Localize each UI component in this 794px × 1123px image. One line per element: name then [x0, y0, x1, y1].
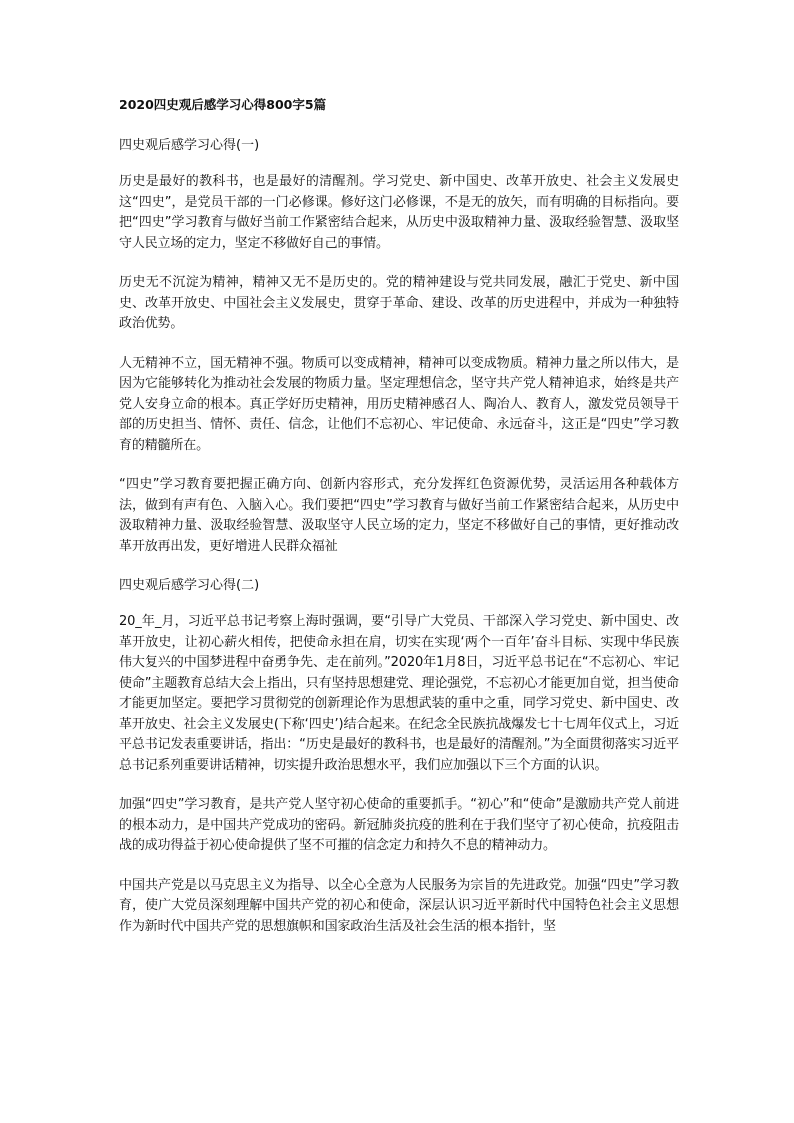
paragraph: 20_年_月，习近平总书记考察上海时强调，要“引导广大党员、干部深入学习党史、新中国史、改革开放史，让初心薪火相传，把使命永担在肩，切实在实现‘两个一百年’奋斗目标、实现中华民族伟大复兴的中国梦进程中奋勇争先、走在前列。”2020年1月8日，习近平总书记在“不忘初心、牢记使命”主题教育总结大会上指出，只有坚持思想建党、理论强党，不忘初心才能更加自觉，担当使命才能更加坚定。要把学习贯彻党的创新理论作为思想武装的重中之重，同学习党史、新中国史、改革开放史、社会主义发展史(下称‘四史’)结合起来。在纪念全民族抗战爆发七十七周年仪式上，习近平总书记发表重要讲话，指出：“历史是最好的教科书，也是最好的清醒剂。”为全面贯彻落实习近平总书记系列重要讲话精神，切实提升政治思想水平，我们应加强以下三个方面的认识。: [119, 614, 679, 773]
paragraph: 中国共产党是以马克思主义为指导、以全心全意为人民服务为宗旨的先进政党。加强“四史”学习教育，使广大党员深刻理解中国共产党的初心和使命，深层认识习近平新时代中国特色社会主义思想作为新时代中国共产党的思想旗帜和国家政治生活及社会生活的根本指针，坚: [119, 877, 679, 934]
paragraph: 历史是最好的教科书，也是最好的清醒剂。学习党史、新中国史、改革开放史、社会主义发展史这“四史”，是党员干部的一门必修课。修好这门必修课，不是无的放矢，而有明确的目标指向。要把“四史”学习教育与做好当前工作紧密结合起来，从历史中汲取精神力量、汲取经验智慧、汲取坚守人民立场的定力，坚定不移做好自己的事情。: [119, 174, 679, 251]
paragraph: 历史无不沉淀为精神，精神又无不是历史的。党的精神建设与党共同发展，融汇于党史、新中国史、改革开放史、中国社会主义发展史，贯穿于革命、建设、改革的历史进程中，并成为一种独特政治优势。: [119, 275, 679, 331]
document-body: [119, 96, 679, 956]
section-heading: 四史观后感学习心得(一): [119, 138, 260, 153]
paragraph: 人无精神不立，国无精神不强。物质可以变成精神，精神可以变成物质。精神力量之所以伟大，是因为它能够转化为推动社会发展的物质力量。坚定理想信念，坚守共产党人精神追求，始终是共产党人安身立命的根本。真正学好历史精神，用历史精神感召人、陶冶人、教育人，激发党员领导干部的历史担当、情怀、责任、信念，让他们不忘初心、牢记使命、永远奋斗，这正是“四史”学习教育的精髓所在。: [119, 355, 679, 453]
section-1: [119, 136, 679, 557]
section-heading: 四史观后感学习心得(二): [119, 578, 260, 593]
paragraph: “四史”学习教育要把握正确方向、创新内容形式，充分发挥红色资源优势，灵活运用各种载体方法，做到有声有色、入脑入心。我们要把“四史”学习教育与做好当前工作紧密结合起来，从历史中汲取精神力量、汲取经验智慧、汲取坚守人民立场的定力，坚定不移做好自己的事情，更好推动改革开放再出发，更好增进人民群众福祉: [119, 477, 679, 554]
document-title: 2020四史观后感学习心得800字5篇: [119, 97, 327, 112]
section-2: [119, 576, 679, 937]
paragraph: 加强“四史”学习教育，是共产党人坚守初心使命的重要抓手。“初心”和“使命”是激励共产党人前进的根本动力，是中国共产党成功的密码。新冠肺炎抗疫的胜利在于我们坚守了初心使命，抗疫阻击战的成功得益于初心使命提供了坚不可摧的信念定力和持久不息的精神动力。: [119, 797, 679, 853]
